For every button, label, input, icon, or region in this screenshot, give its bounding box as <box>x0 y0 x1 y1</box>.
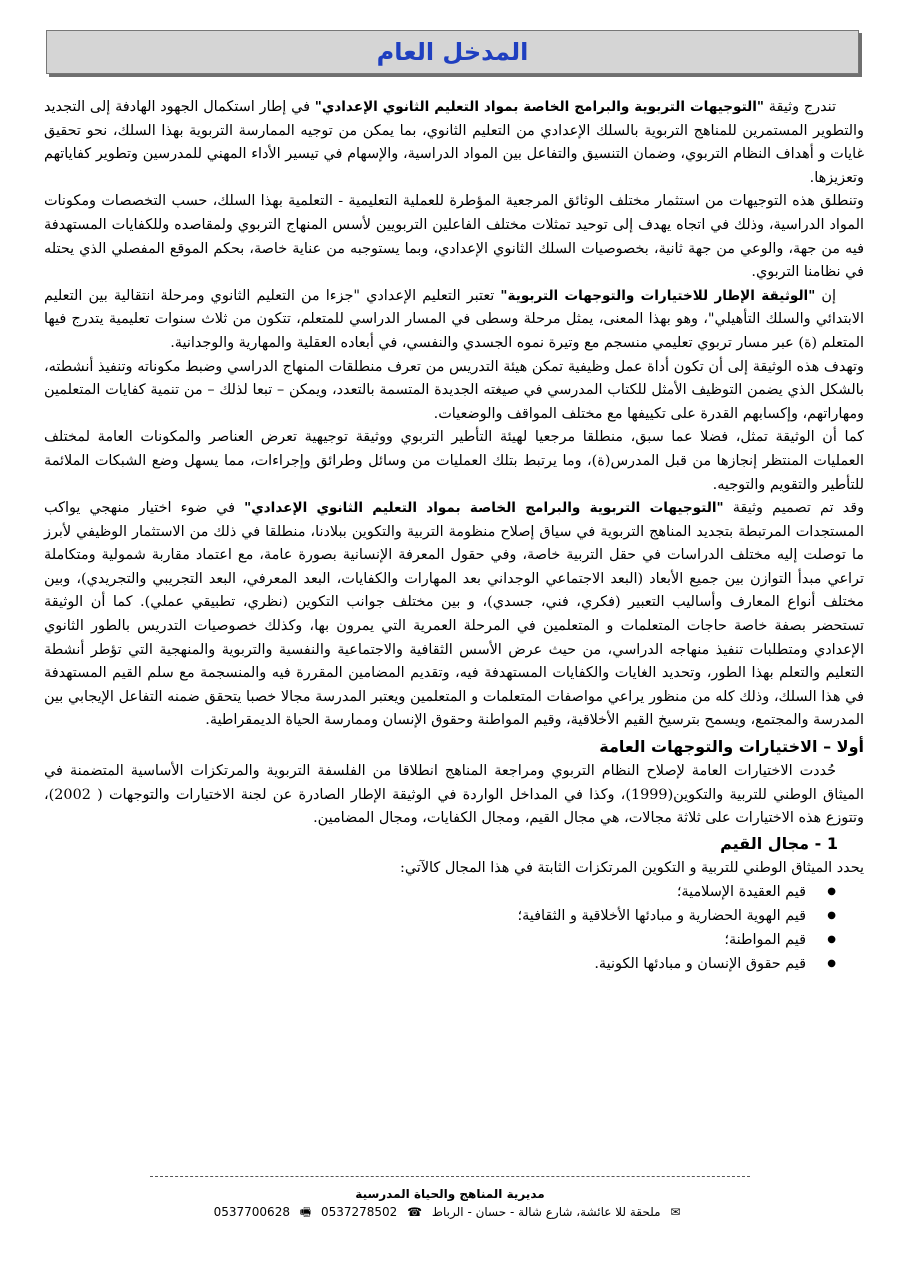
intro-paragraph-4: وتهدف هذه الوثيقة إلى أن تكون أداة عمل وظيفية تمكن هيئة التدريس من تعرف منطلقات المنهاج الدراسي وضبط مكوناته وتنفيذ أنشطته، بالشكل الذي يضمن التوظيف الأمثل للكتاب المدرسي في صيغته الجديدة المتسمة بالتعدد، ويمكن – تبعا لذلك – من تنمية كفايات المتعلمين ومهاراتهم، وإكسابهم القدرة على تكييفها مع مختلف المواقف والوضعيات. <box>44 358 864 422</box>
footer-contact <box>150 1203 750 1221</box>
document-body <box>44 96 864 976</box>
document-name: "الوثيقة الإطار للاختيارات والتوجهات التربوية" <box>500 287 816 304</box>
list-item: ● قيم الهوية الحضارية و مبادئها الأخلاقية و الثقافية؛ <box>44 904 836 928</box>
subsection-heading: 1 - مجال القيم <box>720 833 838 853</box>
section-paragraph: حُددت الاختيارات العامة لإصلاح النظام التربوي ومراجعة المناهج انطلاقا من الفلسفة التربوية والمرتكزات الأساسية المتضمنة في الميثاق الوطني للتربية والتكوين(1999)، وكذا في المداخل الواردة في الوثيقة الإطار الصادرة عن لجنة الاختيارات والتوجهات ( 2002)، وتتوزع هذه الاختيارات على ثلاثة مجالات، هي مجال القيم، ومجال الكفايات، ومجال المضامين. <box>44 763 864 827</box>
text-span: تندرج وثيقة <box>763 99 836 115</box>
footer-fax: 0537700628 <box>213 1205 290 1219</box>
text-span: في ضوء اختيار منهجي يواكب المستجدات المرتبطة بتجديد المناهج التربوية في سياق إصلاح منظومة التربية والتكوين ببلادنا، منطلقا في ذلك من الاستثمار الوظيفي لأبرز ما توصلت إليه مختلف الدراسات في حقل التربية خاصة، وفي حقول المعرفة الإنسانية بصورة عامة، مع اعتماد مقاربة شمولية ومتكاملة تراعي مبدأ التوازن بين جميع الأبعاد (البعد الاجتماعي الوجداني بعد المهارات والكفايات، البعد المعرفي، البعد التجريبي والتجريدي)، وبين مختلف أنواع المعارف وأساليب التعبير (فكري، فني، جسدي)، و بين مختلف جوانب التكوين (نظري، تطبيقي عملي). كما أن الوثيقة تستحضر بصفة خاصة حاجات المتعلمات و المتعلمين في المرحلة العمرية التي يمرون بها، وكذلك خصوصيات التدريس بالطور الثانوي الإعدادي ومتطلبات تنفيذ منهاجه الدراسي، من حيث عرض الأسس الثقافية والاجتماعية والنفسية والتربوية والمنهجية التي تؤطر أنشطة التعليم والتعلم بهذا الطور، وتحديد الغايات والكفايات المستهدفة فيه، وتقديم المضامين المقررة فيه والمنسجمة مع سلم القيم المستهدفة في هذا السلك، وذلك كله من منظور يراعي مواصفات المتعلمات و المتعلمين ويعتبر المدرسة مجالا خصبا يتحقق ضمنه التفاعل الإيجابي بين المدرسة والمجتمع، ويسمح بترسيخ القيم الأخلاقية، وقيم المواطنة وحقوق الإنسان وممارسة الحياة الديمقراطية. <box>44 500 864 729</box>
page-title-box <box>46 30 859 74</box>
document-name: "التوجيهات التربوية والبرامج الخاصة بمواد التعليم الثانوي الإعدادي" <box>314 99 764 115</box>
fax-icon: 🖷 <box>299 1205 312 1219</box>
list-item: ● قيم حقوق الإنسان و مبادئها الكونية. <box>44 952 836 976</box>
subsection-lead: يحدد الميثاق الوطني للتربية و التكوين المرتكزات الثابتة في هذا المجال كالآتي: <box>399 859 864 876</box>
footer-divider <box>150 1176 750 1177</box>
phone-icon: ☎ <box>407 1205 423 1219</box>
text-span: في إطار استكمال الجهود الهادفة إلى التجديد والتطوير المستمرين للمناهج التربوية بالسلك الإعدادي من التعليم الثانوي، بما يمكن من توجيه الممارسة التربوية بهذا السلك، نحو تحقيق غايات و أهداف النظام التربوي، وضمان التنسيق والتفاعل بين المواد الدراسية، والإسهام في تيسير الأداء المهني للمدرسين وتطوير كفاياتهم وتعزيزها. <box>44 99 864 186</box>
footer-phone: 0537278502 <box>320 1205 398 1219</box>
page-title: المدخل العام <box>376 38 529 66</box>
footer-organization: مديرية المناهج والحياة المدرسية <box>355 1187 545 1201</box>
mail-icon: ✉ <box>670 1205 681 1219</box>
footer-address: ملحقة للا عائشة، شارع شالة - حسان - الرباط <box>431 1205 661 1219</box>
text-span: تعتبر التعليم الإعدادي "جزءا من التعليم الثانوي ومرحلة انتقالية بين التعليم الابتدائي والسلك التأهيلي"، وهو بهذا المعنى، يمثل مرحلة وسطى في المسار الدراسي للمتعلم، تتكون من ثلاث سنوات تعليمية يتدرج فيها المتعلم (ة) عبر مسار تربوي تعليمي منسجم مع وتيرة نموه الجسدي والنفسي، في أبعاده العقلية والمهارية والوجدانية. <box>44 287 864 351</box>
page-footer <box>150 1176 750 1221</box>
intro-paragraph-6 <box>44 497 864 733</box>
intro-paragraph-3 <box>44 285 864 356</box>
list-item: ● قيم المواطنة؛ <box>44 928 836 952</box>
text-span: وقد تم تصميم وثيقة <box>723 500 865 517</box>
values-list <box>44 880 864 976</box>
intro-paragraph-2: وتنطلق هذه التوجيهات من استثمار مختلف الوثائق المرجعية المؤطرة للعملية التعليمية - التعلمية بهذا السلك، حسب التخصصات ومكونات المواد الدراسية، وذلك في اتجاه يهدف إلى توحيد تمثلات مختلف الفاعلين التربويين لأسس المنهاج التربوي ولمقاصده وللكفايات المستهدفة فيه من جهة، والوعي من جهة ثانية، بخصوصيات السلك الثانوي الإعدادي، وبما يستوجبه من عناية خاصة، بحكم الموقع المفصلي الذي يحتله في نظامنا التربوي. <box>44 193 864 281</box>
text-span: إن <box>815 287 836 304</box>
list-item: ● قيم العقيدة الإسلامية؛ <box>44 880 836 904</box>
intro-paragraph-5: كما أن الوثيقة تمثل، فضلا عما سبق، منطلقا مرجعيا لهيئة التأطير التربوي ووثيقة توجيهية تعرض العناصر والمكونات العامة لمختلف العمليات المنتظر إنجازها من قبل المدرس(ة)، وما يرتبط بتلك العمليات من وسائل وطرائق وإجراءات، مما يسهل وضع الشبكات الملائمة للتأطير والتقويم والتوجيه. <box>44 429 864 493</box>
intro-paragraph-1 <box>44 96 864 190</box>
document-name: "التوجيهات التربوية والبرامج الخاصة بمواد التعليم الثانوي الإعدادي" <box>244 500 724 517</box>
section-heading: أولا – الاختيارات والتوجهات العامة <box>599 737 864 757</box>
